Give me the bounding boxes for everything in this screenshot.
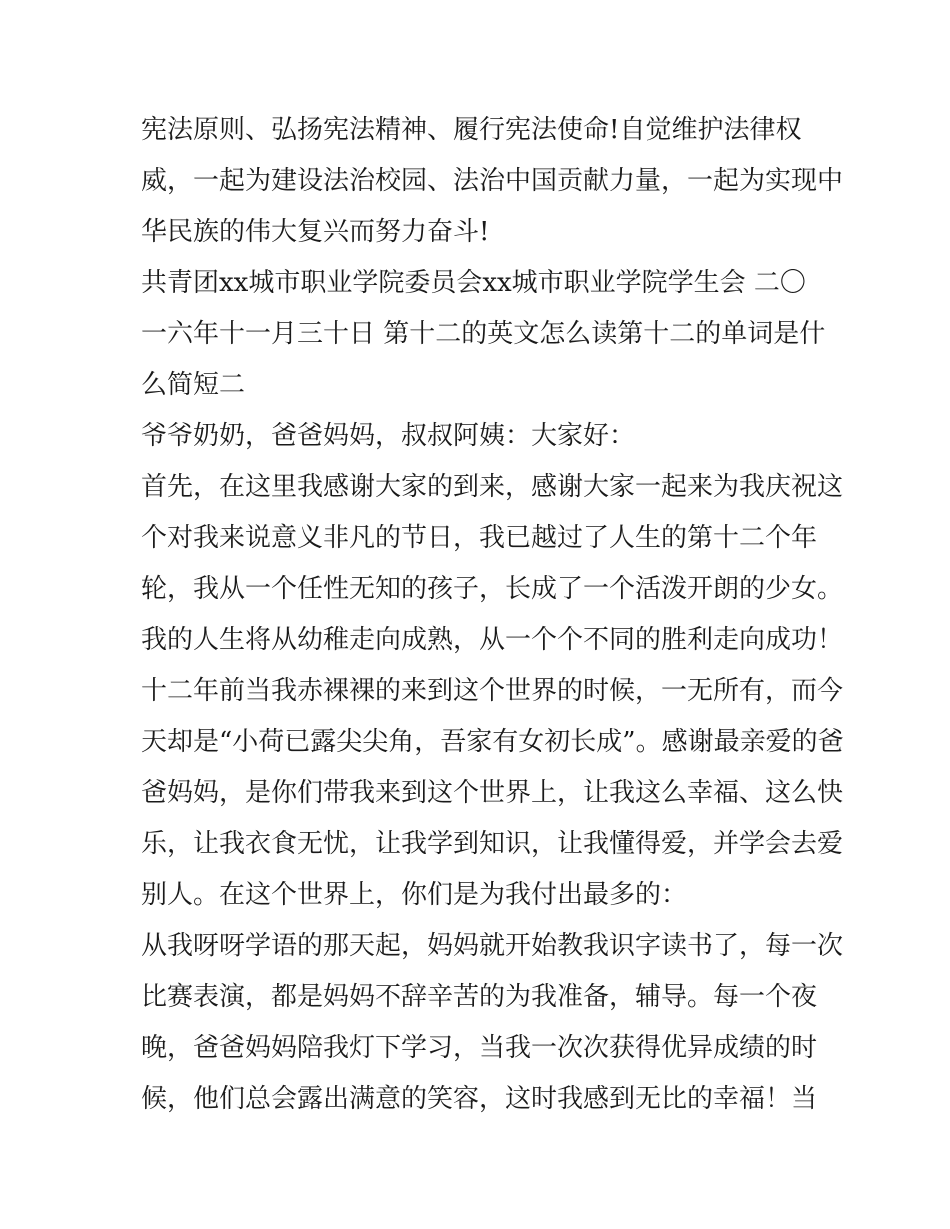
- text-line-1: 宪法原则、弘扬宪法精神、履行宪法使命!自觉维护法律权: [141, 115, 802, 145]
- text-line-19: 晚，爸爸妈妈陪我灯下学习，当我一次次获得优异成绩的时: [141, 1033, 818, 1063]
- text-line-8: 首先，在这里我感谢大家的到来，感谢大家一起来为我庆祝这: [141, 472, 844, 502]
- text-line-14: 爸妈妈，是你们带我来到这个世界上，让我这么幸福、这么快: [141, 778, 844, 808]
- text-line-12: 十二年前当我赤裸裸的来到这个世界的时候，一无所有，而今: [141, 676, 844, 706]
- text-line-3: 华民族的伟大复兴而努力奋斗!: [141, 217, 490, 247]
- text-line-17: 从我呀呀学语的那天起，妈妈就开始教我识字读书了，每一次: [141, 931, 844, 961]
- text-line-20: 候，他们总会露出满意的笑容，这时我感到无比的幸福！当: [141, 1084, 818, 1114]
- text-line-2: 威，一起为建设法治校园、法治中国贡献力量，一起为实现中: [141, 166, 844, 196]
- text-line-6: 么简短二: [141, 370, 246, 400]
- text-line-13: 天却是“小荷已露尖尖角，吾家有女初长成”。感谢最亲爱的爸: [141, 727, 844, 757]
- text-line-10: 轮，我从一个任性无知的孩子，长成了一个活泼开朗的少女。: [141, 574, 844, 604]
- text-line-18: 比赛表演，都是妈妈不辞辛苦的为我准备，辅导。每一个夜: [141, 982, 818, 1012]
- text-line-9: 个对我来说意义非凡的节日，我已越过了人生的第十二个年: [141, 523, 818, 553]
- text-line-11: 我的人生将从幼稚走向成熟，从一个个不同的胜利走向成功！: [141, 625, 844, 655]
- text-line-7: 爷爷奶奶，爸爸妈妈，叔叔阿姨：大家好：: [141, 421, 636, 451]
- text-line-16: 别人。在这个世界上，你们是为我付出最多的：: [141, 880, 688, 910]
- text-line-5: 一六年十一月三十日 第十二的英文怎么读第十二的单词是什: [141, 319, 826, 349]
- body-text: [141, 111, 844, 1131]
- text-line-15: 乐，让我衣食无忧，让我学到知识，让我懂得爱，并学会去爱: [141, 829, 844, 859]
- text-line-4: 共青团xx城市职业学院委员会xx城市职业学院学生会 二〇: [141, 268, 806, 298]
